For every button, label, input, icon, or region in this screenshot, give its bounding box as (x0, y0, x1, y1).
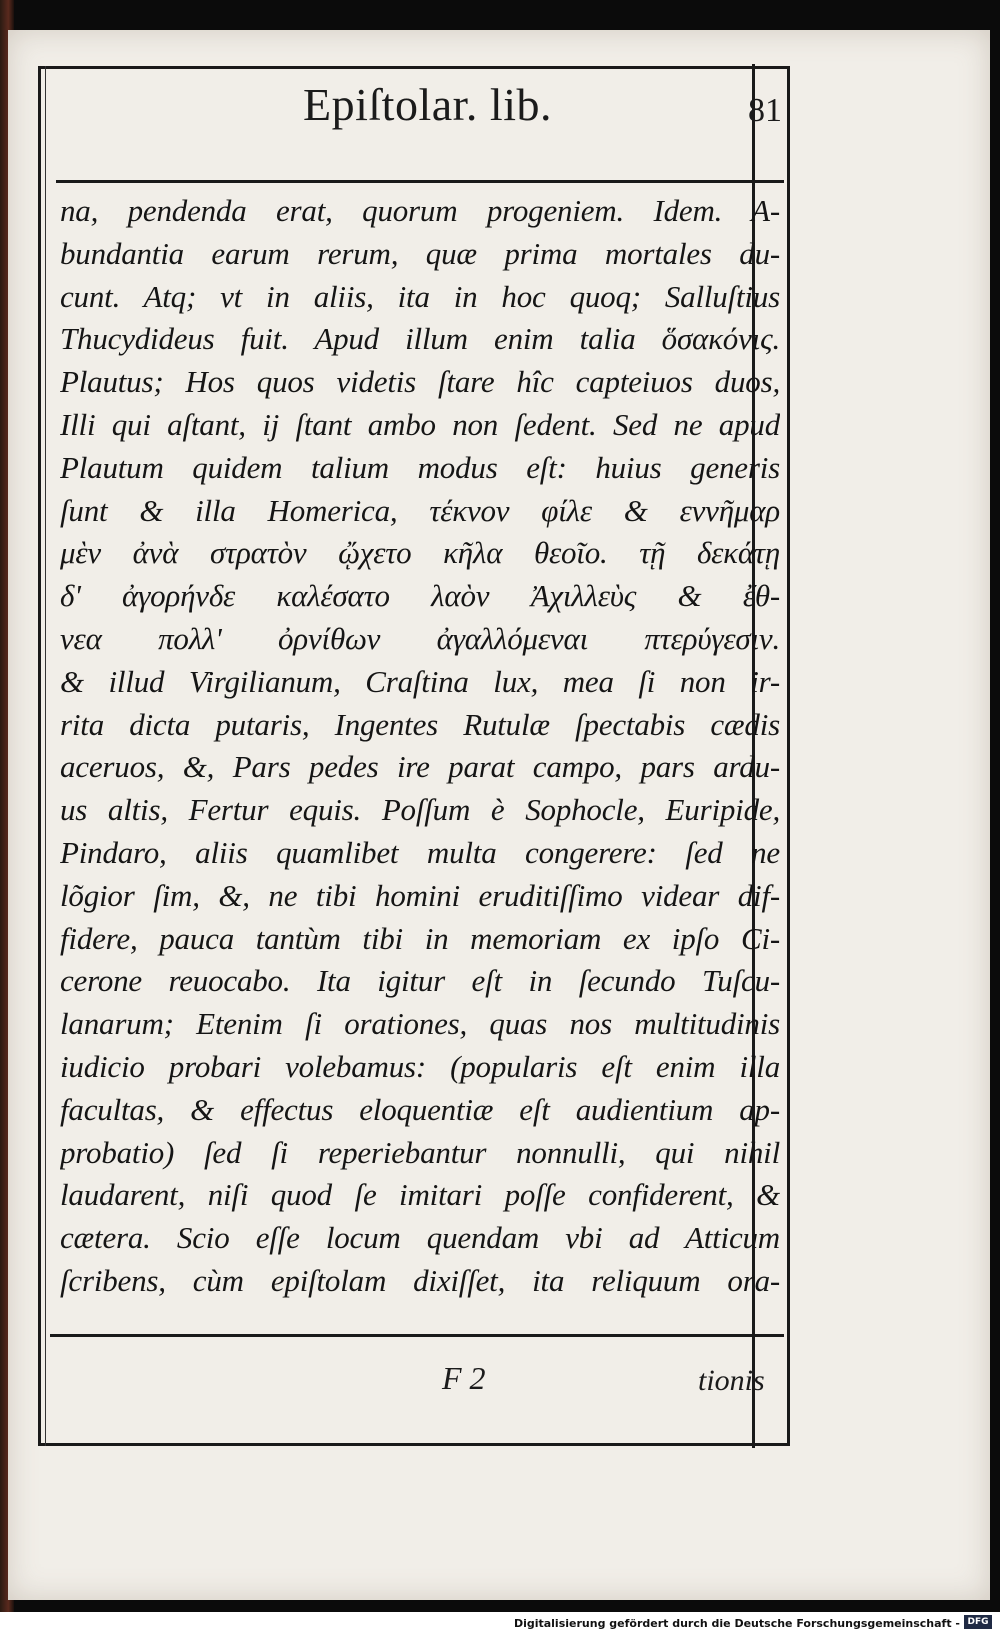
text-line: rita dicta putaris, Ingentes Rutulæ ſpectabis cædis (60, 706, 780, 742)
text-line: us altis, Fertur equis. Poſſum è Sophocle, Euripide, (60, 792, 780, 828)
border-rule-left (45, 66, 46, 1446)
page-number: 81 (748, 92, 782, 129)
text-line: na, pendenda erat, quorum progeniem. Idem. A- (60, 193, 780, 228)
text-line: iudicio probari volebamus: (popularis eſt enim illa (60, 1048, 780, 1084)
header-rule (56, 180, 784, 183)
text-line: fidere, pauca tantùm tibi in memoriam ex ipſo Ci- (60, 920, 780, 956)
text-line: facultas, & effectus eloquentiæ eſt audientium ap- (60, 1091, 780, 1127)
text-line: bundantia earum rerum, quæ prima mortales du- (60, 235, 780, 271)
text-line: ſunt & illa Homerica, τέκνον φίλε & εννῆμαρ (60, 492, 780, 528)
text-line: cerone reuocabo. Ita igitur eſt in ſecundo Tuſcu- (60, 963, 780, 999)
text-line: cætera. Scio eſſe locum quendam vbi ad Atticum (60, 1220, 780, 1256)
running-head: Epiſtolar. lib. (303, 79, 552, 130)
text-line: cunt. Atq; vt in aliis, ita in hoc quoq; Salluſtius (60, 278, 780, 314)
text-line: lanarum; Etenim ſi orationes, quas nos multitudinis (60, 1006, 780, 1042)
text-line: laudarent, niſi quod ſe imitari poſſe confiderent, & (60, 1177, 780, 1213)
text-line: aceruos, &, Pars pedes ire parat campo, pars ardu- (60, 749, 780, 785)
text-line: δ' ἀγορήνδε καλέσατο λαὸν Ἀχιλλεὺς & ἔθ- (60, 578, 780, 614)
text-line: lõgior ſim, &, ne tibi homini eruditiſſimo videar dif- (60, 877, 780, 913)
dfg-logo-icon: DFG (964, 1615, 992, 1629)
page-header (48, 74, 784, 154)
body-text (60, 190, 780, 1325)
text-line: Plautum quidem talium modus eſt: huius generis (60, 449, 780, 485)
text-line: Illi qui aſtant, ij ſtant ambo non ſedent. Sed ne apud (60, 406, 780, 442)
text-line: μὲν ἀνὰ στρατὸν ᾤχετο κῆλα θεοῖο. τῇ δεκάτῃ (60, 535, 780, 571)
text-line: & illud Virgilianum, Craſtina lux, mea ſi non ir- (60, 663, 780, 699)
text-line: νεα πολλ' ὀρνίθων ἀγαλλόμεναι πτερύγεσιν. (60, 620, 780, 656)
digitization-credit: Digitalisierung gefördert durch die Deutsche Forschungsgemeinschaft - (513, 1617, 960, 1630)
catchword: tionis (698, 1364, 765, 1397)
text-line: ſcribens, cùm epiſtolam dixiſſet, ita reliquum ora- (60, 1262, 780, 1298)
text-line: Plautus; Hos quos videtis ſtare hîc capteiuos duos, (60, 364, 780, 400)
signature-mark: F 2 (442, 1360, 486, 1396)
text-line: Thucydideus fuit. Apud illum enim talia ὅσακόνις. (60, 321, 780, 357)
text-line: Pindaro, aliis quamlibet multa congerere: ſed ne (60, 834, 780, 870)
text-line: probatio) ſed ſi reperiebantur nonnulli, qui nihil (60, 1134, 780, 1170)
footer-rule (50, 1334, 784, 1337)
book-page (8, 30, 990, 1600)
